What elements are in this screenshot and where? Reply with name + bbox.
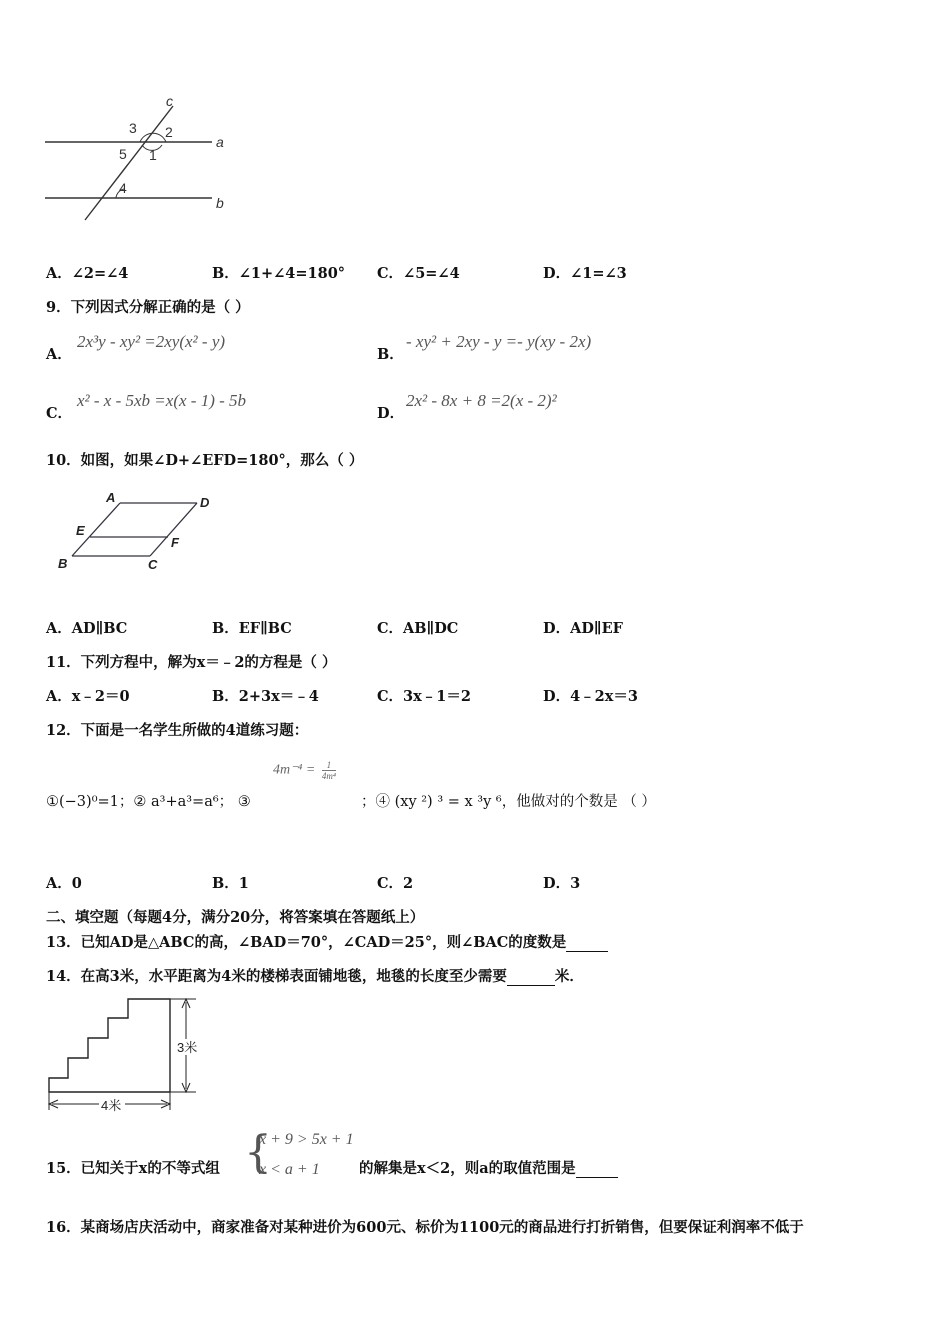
q11-option-c[interactable]: C．3x﹣1＝2: [377, 688, 471, 705]
q14-answer-blank[interactable]: [507, 985, 555, 986]
fig8-label-a: a: [216, 134, 224, 150]
fig8-label-b: b: [216, 195, 224, 211]
q15-stem: 15．已知关于x的不等式组: [46, 1160, 220, 1177]
stair-width-label: 4米: [101, 1098, 122, 1113]
q11-option-a[interactable]: A．x﹣2＝0: [46, 688, 130, 705]
q14-unit: 米．: [554, 968, 584, 985]
fig10-label-b: B: [58, 556, 68, 571]
q9-expr-d: 2x² - 8x + 8 =2(x - 2)²: [406, 391, 557, 410]
q12-stem: 12．下面是一名学生所做的4道练习题：: [46, 722, 309, 739]
q8-option-c[interactable]: C．∠5=∠4: [377, 265, 460, 282]
q15-text: [359, 1157, 618, 1178]
q9-stem: 9．下列因式分解正确的是（ ）: [46, 299, 250, 316]
q12-formula: [273, 760, 336, 781]
staircase-figure: [44, 994, 214, 1118]
q12-option-b[interactable]: B．1: [212, 875, 249, 892]
q8-option-d[interactable]: D．∠1=∠3: [543, 265, 627, 282]
q16-text: 16．某商场店庆活动中，商家准备对某种进价为600元、标价为1100元的商品进行打折销售，但要保证利润率不低于: [46, 1219, 804, 1236]
q9-label-a[interactable]: A．: [46, 346, 72, 363]
q9-label-b[interactable]: B．: [377, 346, 404, 363]
parallelogram-figure: [52, 488, 222, 576]
q15-answer-blank[interactable]: [576, 1177, 618, 1178]
q10-stem: 10．如图，如果∠D+∠EFD=180°，那么（ ）: [46, 452, 364, 469]
fig10-label-f: F: [171, 535, 179, 550]
fig10-label-e: E: [76, 523, 85, 538]
q12-line-b: ；④ (xy ²) ³ = x ³y ⁶，他做对的个数是 （ ）: [361, 794, 656, 810]
q9-expr-a: 2x³y - xy² =2xy(x² - y): [77, 332, 226, 351]
stair-height-label: 3米: [177, 1040, 198, 1055]
q15-stem-b: 的解集是x＜2，则a的取值范围是: [359, 1160, 576, 1177]
brace-icon: {: [244, 1127, 272, 1178]
q8-option-b[interactable]: B．∠1+∠4=180°: [212, 265, 346, 282]
q10-option-d[interactable]: D．AD∥EF: [543, 620, 623, 637]
q13-text: [46, 931, 608, 952]
q12-formula-num: 1: [322, 760, 336, 771]
q8-option-a[interactable]: A．∠2=∠4: [46, 265, 129, 282]
fig10-label-a: A: [106, 490, 116, 505]
parallel-lines-figure: [40, 92, 240, 227]
q11-option-b[interactable]: B．2+3x＝﹣4: [212, 688, 319, 705]
q12-formula-lhs: 4m⁻⁴ =: [273, 762, 316, 778]
fig8-label-c: c: [166, 93, 173, 109]
fig8-label-4: 4: [119, 180, 127, 196]
q13-stem: 13．已知AD是△ABC的高，∠BAD＝70°，∠CAD＝25°，则∠BAC的度数是: [46, 934, 567, 951]
fig10-label-d: D: [200, 495, 210, 510]
q13-answer-blank[interactable]: [566, 951, 608, 952]
q12-option-c[interactable]: C．2: [377, 875, 414, 892]
q9-expr-c: x² - x - 5xb =x(x - 1) - 5b: [77, 391, 247, 410]
q9-label-d[interactable]: D．: [377, 405, 405, 422]
fig8-label-5: 5: [119, 146, 127, 162]
fig10-label-c: C: [148, 557, 158, 572]
q10-option-a[interactable]: A．AD∥BC: [46, 620, 128, 637]
q11-option-d[interactable]: D．4﹣2x＝3: [543, 688, 638, 705]
section-title: 二、填空题（每题4分，满分20分，将答案填在答题纸上）: [46, 909, 425, 926]
q12-line-a: ①(−3)⁰=1；② a³+a³=a⁶； ③: [46, 794, 251, 810]
q14-text: [46, 965, 584, 986]
q10-option-b[interactable]: B．EF∥BC: [212, 620, 292, 637]
q10-option-c[interactable]: C．AB∥DC: [377, 620, 459, 637]
q15-ineq-2: x < a + 1: [259, 1161, 320, 1178]
fig8-label-2: 2: [165, 124, 173, 140]
q12-option-d[interactable]: D．3: [543, 875, 581, 892]
q9-label-c[interactable]: C．: [46, 405, 73, 422]
fig8-label-1: 1: [149, 147, 157, 163]
q12-option-a[interactable]: A．0: [46, 875, 82, 892]
q11-stem: 11．下列方程中，解为x＝﹣2的方程是（ ）: [46, 654, 337, 671]
q12-formula-den: 4m⁴: [321, 771, 336, 781]
fig8-label-3: 3: [129, 120, 137, 136]
q14-stem: 14．在高3米，水平距离为4米的楼梯表面铺地毯，地毯的长度至少需要: [46, 968, 507, 985]
q9-expr-b: - xy² + 2xy - y =- y(xy - 2x): [406, 332, 592, 351]
q15-ineq-1: x + 9 > 5x + 1: [259, 1131, 354, 1148]
